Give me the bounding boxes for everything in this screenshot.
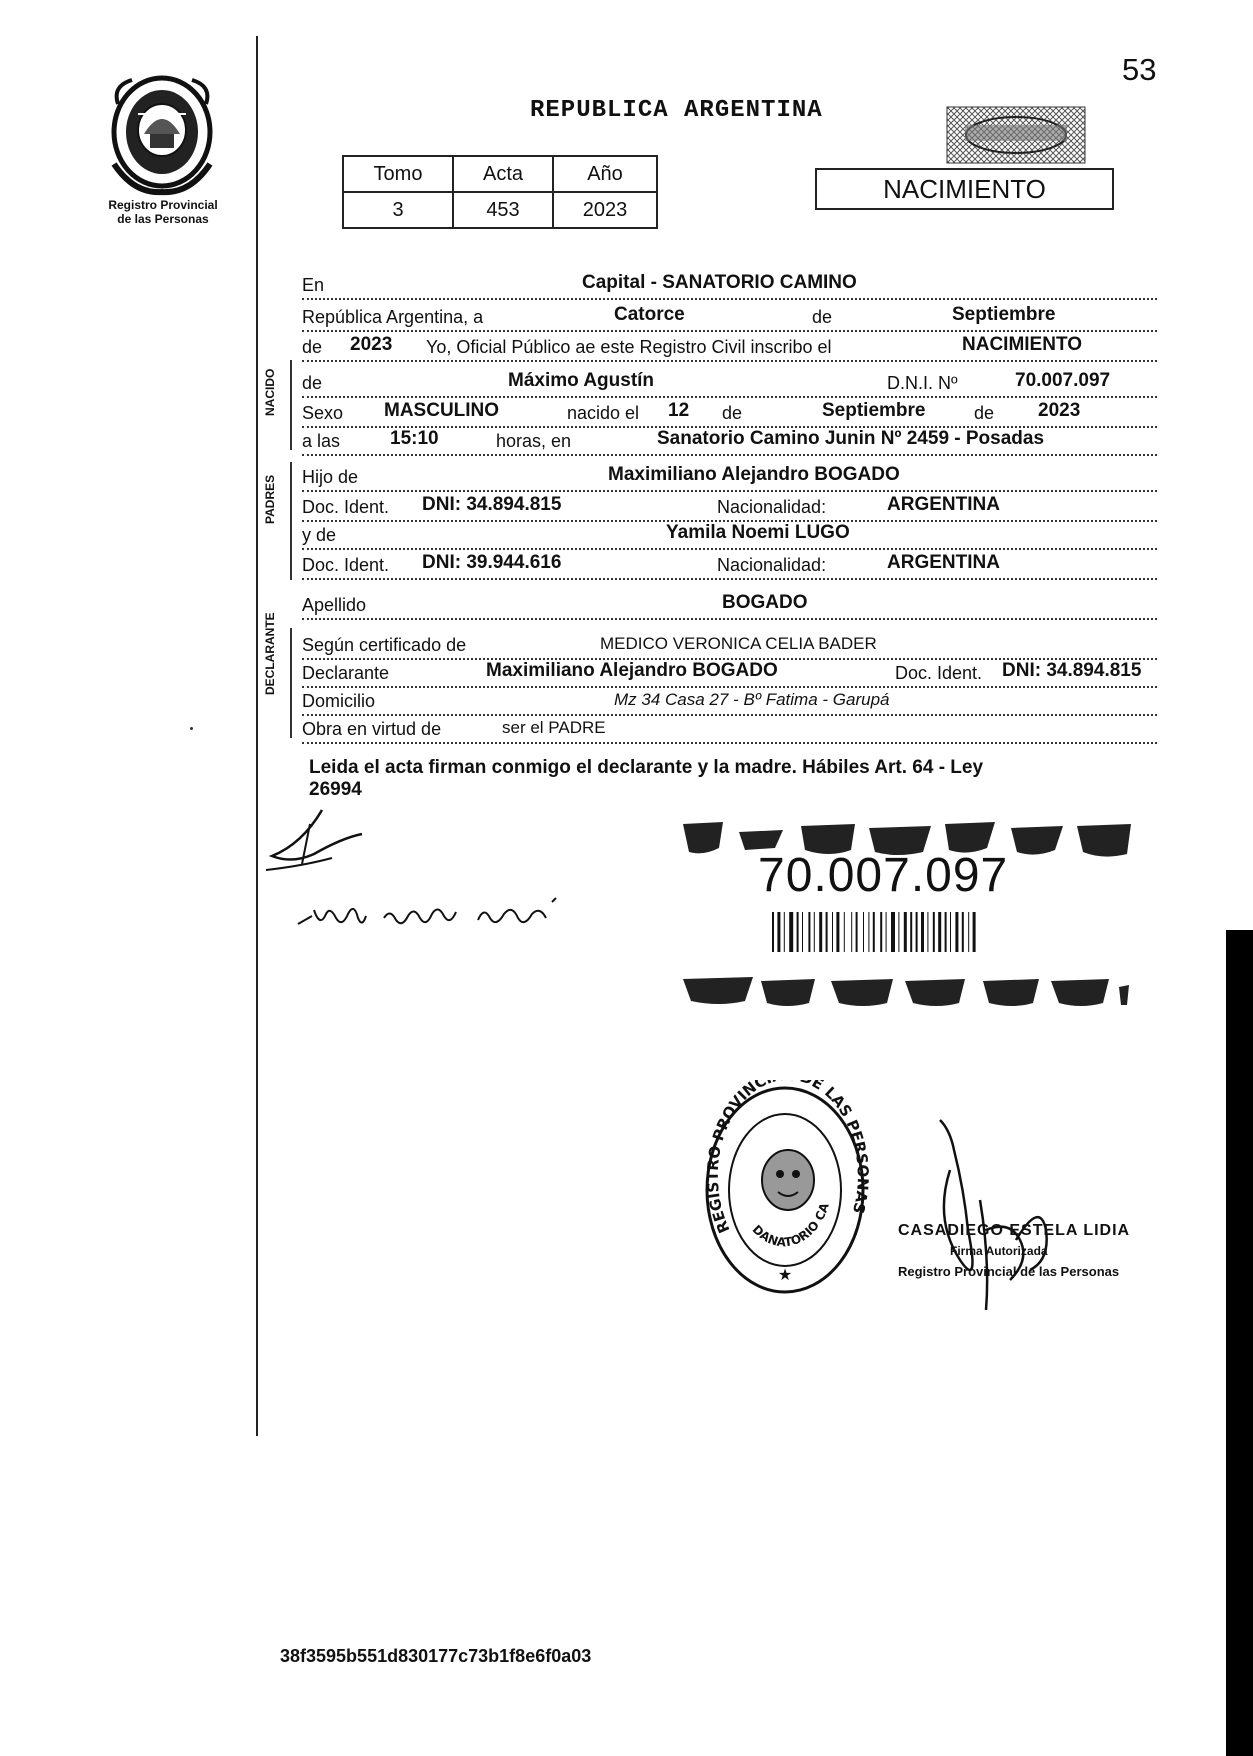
- sexo-label: Sexo: [302, 403, 344, 423]
- domicilio-value: Mz 34 Casa 27 - Bº Fatima - Garupá: [614, 690, 890, 709]
- declarant-signature: [262, 804, 372, 884]
- official-seal: [700, 1080, 870, 1300]
- mother-doc-label: Doc. Ident.: [302, 555, 390, 575]
- birth-time: 15:10: [390, 428, 439, 449]
- row-time: [302, 424, 1157, 456]
- year-value: 2023: [350, 334, 393, 355]
- apellido-value: BOGADO: [722, 592, 808, 613]
- domicilio-label: Domicilio: [302, 691, 376, 711]
- section-padres-rule: [290, 462, 292, 580]
- margin-rule: [256, 36, 258, 1436]
- row-place: [302, 268, 1157, 300]
- apellido-label: Apellido: [302, 595, 367, 615]
- registry-caption: [84, 198, 242, 226]
- father-nat-label: Nacionalidad:: [717, 497, 827, 517]
- record-word: NACIMIENTO: [962, 334, 1082, 355]
- stamp-band-bottom: [683, 975, 1131, 1009]
- day-words: Catorce: [614, 304, 685, 325]
- official-signature: [920, 1110, 1120, 1330]
- seal-inner-text: DANATORIO CA: [749, 1201, 832, 1250]
- sexo-value: MASCULINO: [384, 400, 500, 421]
- document-hash: 38f3595b551d830177c73b1f8e6f0a03: [280, 1646, 592, 1666]
- section-nacido-rule: [290, 360, 292, 450]
- row-obra: [302, 712, 1157, 744]
- cert-value: MEDICO VERONICA CELIA BADER: [600, 634, 877, 653]
- ref-value-ano: 2023: [553, 192, 657, 228]
- de-name-label: de: [302, 373, 323, 393]
- de-label-2: de: [302, 337, 323, 357]
- section-nacido-text: NACIDO: [263, 368, 277, 416]
- official-org: Registro Provincial de las Personas: [898, 1264, 1120, 1279]
- registry-caption-line1: Registro Provincial: [108, 198, 218, 212]
- legal-text: [309, 757, 1139, 801]
- birth-year: 2023: [1038, 400, 1081, 421]
- ref-value-tomo: 3: [343, 192, 453, 228]
- obra-label: Obra en virtud de: [302, 719, 442, 739]
- month-value: Septiembre: [952, 304, 1056, 325]
- record-type-box: NACIMIENTO: [815, 168, 1114, 210]
- row-apellido: [302, 588, 1157, 620]
- declarante-label: Declarante: [302, 663, 390, 683]
- place-value: Capital - SANATORIO CAMINO: [582, 272, 857, 293]
- declarante-name: Maximiliano Alejandro BOGADO: [486, 660, 778, 681]
- section-declarante-rule: [290, 628, 292, 738]
- row-nacido-name: [302, 366, 1157, 398]
- security-hologram-icon: [945, 105, 1087, 165]
- official-text: Yo, Oficial Público ae este Registro Civil inscribo el: [426, 337, 832, 357]
- official-name: CASADIEGO ESTELA LIDIA: [898, 1222, 1131, 1239]
- a-las-label: a las: [302, 431, 341, 451]
- obra-value: ser el PADRE: [502, 718, 606, 737]
- ref-value-acta: 453: [453, 192, 553, 228]
- birth-month: Septiembre: [822, 400, 926, 421]
- row-year: [302, 330, 1157, 362]
- mother-signature: [294, 888, 604, 936]
- reference-header-row: [343, 156, 657, 192]
- section-padres-text: PADRES: [263, 474, 277, 524]
- row-date: [302, 300, 1157, 332]
- father-name: Maximiliano Alejandro BOGADO: [608, 464, 900, 485]
- child-name: Máximo Agustín: [508, 370, 655, 391]
- de-label-3: de: [722, 403, 743, 423]
- mother-name: Yamila Noemi LUGO: [666, 522, 850, 543]
- scan-speck: [190, 727, 193, 730]
- seal-outer-text: REGISTRO PROVINC E LAS PERS AS: [703, 1080, 870, 1236]
- en-label: En: [302, 275, 325, 295]
- stamp-number: 70.007.097: [758, 849, 1009, 902]
- section-nacido-label: [255, 370, 285, 430]
- scan-edge: [1226, 930, 1253, 1756]
- reference-table: [342, 155, 658, 229]
- row-mother-doc: [302, 548, 1157, 580]
- ref-header-tomo: Tomo: [343, 156, 453, 192]
- svg-text:★: ★: [777, 1265, 793, 1284]
- legal-line1: Leida el acta firman conmigo el declarante y la madre. Hábiles Art. 64 - Ley: [309, 757, 984, 778]
- declarante-doc: DNI: 34.894.815: [1002, 660, 1142, 681]
- y-de-label: y de: [302, 525, 337, 545]
- mother-nationality: ARGENTINA: [887, 552, 1000, 573]
- section-declarante-label: [255, 612, 285, 735]
- section-declarante-text: DECLARANTE: [263, 612, 277, 695]
- republic-label: República Argentina, a: [302, 307, 484, 327]
- ref-header-ano: Año: [553, 156, 657, 192]
- father-doc-label: Doc. Ident.: [302, 497, 390, 517]
- de-label-4: de: [974, 403, 995, 423]
- registry-caption-line2: de las Personas: [117, 212, 209, 226]
- father-nationality: ARGENTINA: [887, 494, 1000, 515]
- section-padres-label: [255, 470, 285, 550]
- ref-header-acta: Acta: [453, 156, 553, 192]
- barcode-icon: [772, 912, 1050, 952]
- legal-line2: 26994: [309, 779, 362, 800]
- cert-label: Según certificado de: [302, 635, 467, 655]
- hijo-label: Hijo de: [302, 467, 359, 487]
- de-label: de: [812, 307, 833, 327]
- reference-value-row: [343, 192, 657, 228]
- horas-label: horas, en: [496, 431, 572, 451]
- dni-label: D.N.I. Nº: [887, 373, 958, 393]
- document-title: REPUBLICA ARGENTINA: [530, 97, 823, 124]
- official-role: Firma Autorizada: [950, 1244, 1048, 1258]
- father-doc: DNI: 34.894.815: [422, 494, 562, 515]
- birth-place: Sanatorio Camino Junin Nº 2459 - Posadas: [657, 428, 1045, 449]
- nacido-label: nacido el: [567, 403, 640, 423]
- mother-doc: DNI: 39.944.616: [422, 552, 562, 573]
- mother-nat-label: Nacionalidad:: [717, 555, 827, 575]
- birth-day: 12: [668, 400, 690, 421]
- child-dni: 70.007.097: [1015, 370, 1111, 391]
- page-number: 53: [1122, 52, 1157, 87]
- row-father: [302, 460, 1157, 492]
- row-mother: [302, 518, 1157, 550]
- decl-doc-label: Doc. Ident.: [895, 663, 983, 683]
- province-coat-of-arms-icon: [104, 74, 220, 198]
